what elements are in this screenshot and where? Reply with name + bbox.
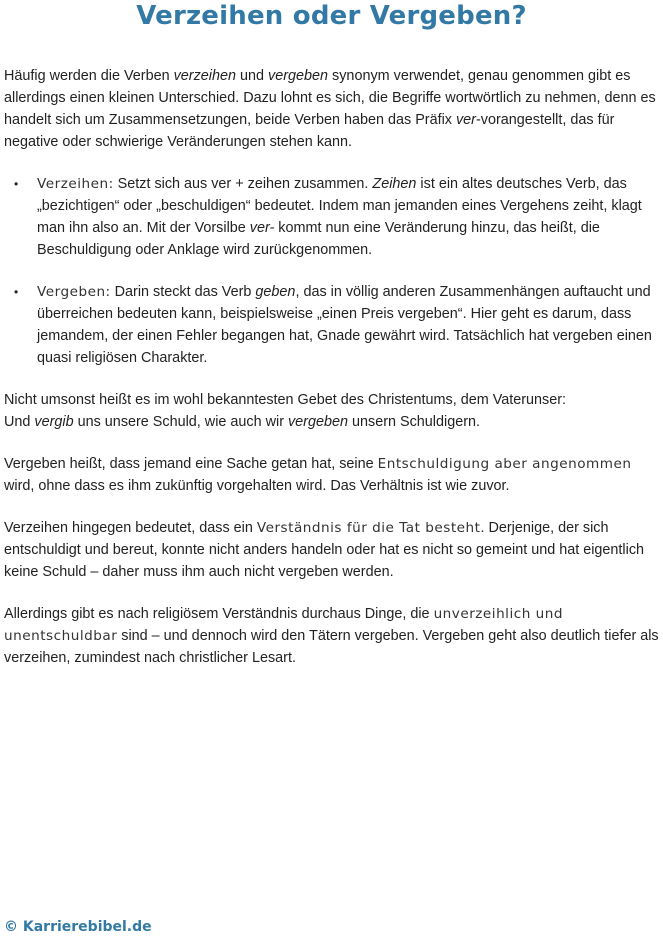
list-item xyxy=(4,281,660,369)
bullet-icon: • xyxy=(14,285,19,299)
list-item xyxy=(4,173,660,261)
text-span: unsern Schuldigern. xyxy=(348,414,480,430)
highlight-term: Entschuldigung aber angenommen xyxy=(377,456,632,472)
text-span: synonym verwendet, genau genommen gibt es allerdings einen kleinen Unterschied. Dazu lohnt es sich, die Begriffe wortwörtlich zu nehmen, denn es handelt sich um Zusammensetzungen, beide Verben haben das Präfix xyxy=(4,68,656,128)
text-span: Nicht umsonst heißt es im wohl bekanntesten Gebet des Christentums, dem Vaterunser: xyxy=(4,392,567,408)
text-span: -vorangestellt, das für negative oder schwierige Veränderungen stehen kann. xyxy=(4,112,615,150)
article-body xyxy=(4,65,660,689)
text-span: uns unsere Schuld, wie auch wir xyxy=(73,414,288,430)
text-span: wird, ohne dass es ihm zukünftig vorgehalten wird. Das Verhältnis ist wie zuvor. xyxy=(4,478,510,494)
term-verzeihen: Verzeihen: xyxy=(37,176,114,192)
final-paragraph xyxy=(4,603,660,669)
text-span: Darin steckt das Verb xyxy=(110,284,256,300)
text-span: und xyxy=(236,68,269,84)
bullet-icon: • xyxy=(14,177,19,191)
text-span: . Derjenige, der sich entschuldigt und bereut, konnte nicht anders handeln oder hat es nicht so gemeint und hat eigentlich keine Schuld – daher muss ihm auch nicht vergeben werden. xyxy=(4,520,645,580)
emphasis-ver: ver- xyxy=(249,220,275,236)
emphasis-vergeben: vergeben xyxy=(287,414,348,430)
text-span: Häufig werden die Verben xyxy=(4,68,174,84)
emphasis-ver: ver xyxy=(455,112,476,128)
text-span: Verzeihen hingegen bedeutet, dass ein xyxy=(4,520,257,536)
highlight-term: Verständnis für die Tat besteht xyxy=(256,520,481,536)
text-span: Vergeben heißt, dass jemand eine Sache getan hat, seine xyxy=(4,456,378,472)
text-span: sind – und dennoch wird den Tätern vergeben. Vergeben geht also deutlich tiefer als verzeihen, zumindest nach christlicher Lesart. xyxy=(4,628,659,666)
emphasis-vergeben: vergeben xyxy=(268,68,329,84)
text-span: ist ein altes deutsches Verb, das „bezichtigen“ oder „beschuldigen“ bedeutet. Indem man jemanden eines Vergehens zeiht, klagt man ihn also an. Mit der Vorsilbe xyxy=(37,176,642,236)
term-vergeben: Vergeben: xyxy=(37,284,111,300)
footer-copyright: © Karrierebibel.de xyxy=(4,919,152,935)
definition-list xyxy=(4,173,660,369)
emphasis-geben: geben xyxy=(255,284,296,300)
text-span: Allerdings gibt es nach religiösem Verständnis durchaus Dinge, die xyxy=(4,606,434,622)
highlight-term: unverzeihlich und unentschuldbar xyxy=(4,606,564,644)
prayer-paragraph xyxy=(4,389,660,433)
verzeihen-paragraph xyxy=(4,517,660,583)
vergeben-paragraph xyxy=(4,453,660,497)
emphasis-verzeihen: verzeihen xyxy=(173,68,237,84)
text-span: , das in völlig anderen Zusammenhängen auftaucht und überreichen bedeuten kann, beispielsweise „einen Preis vergeben“. Hier geht es darum, dass jemandem, der einen Fehler begangen hat, Gnade gewährt wird. Tatsächlich hat vergeben einen quasi religiösen Charakter. xyxy=(37,284,652,366)
emphasis-zeihen: Zeihen xyxy=(372,176,417,192)
text-span: Setzt sich aus ver + zeihen zusammen. xyxy=(113,176,373,192)
text-span: Und xyxy=(4,414,35,430)
intro-paragraph xyxy=(4,65,660,153)
text-span: kommt nun eine Veränderung hinzu, das heißt, die Beschuldigung oder Anklage wird zurückgenommen. xyxy=(37,220,600,258)
page-title: Verzeihen oder Vergeben? xyxy=(136,1,527,31)
emphasis-vergib: vergib xyxy=(34,414,74,430)
